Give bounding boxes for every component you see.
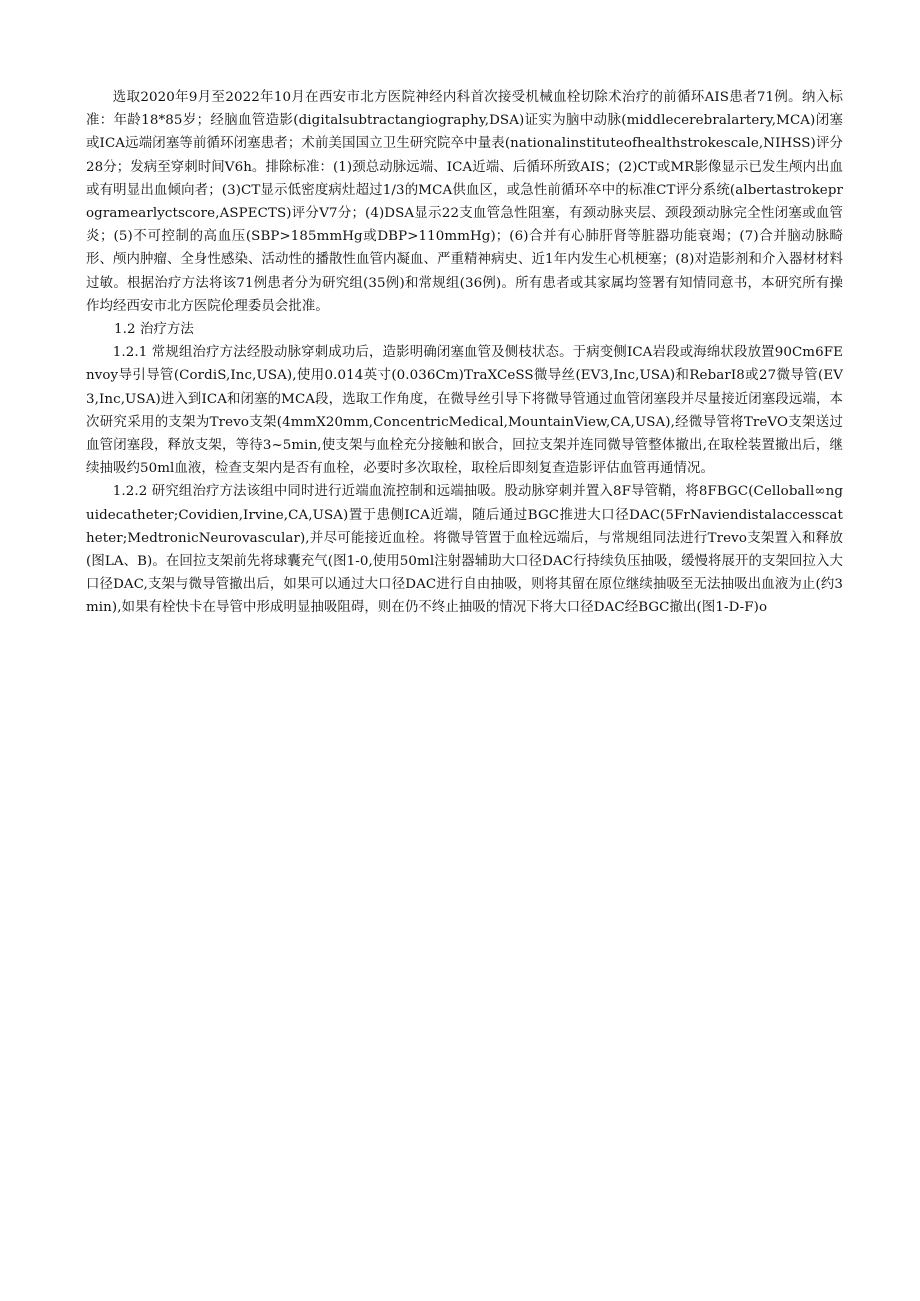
section-heading-treatment-methods: 1.2 治疗方法 [114,322,194,338]
inclusion-exclusion-paragraph: 选取2020年9月至2022年10月在西安市北方医院神经内科首次接受机械血栓切除术治疗的前循环AIS患者71例。纳入标准：年龄18*85岁；经脑血管造影(digitalsubtractangiography,DSA)证实为脑中动脉(middlecerebralartery,MCA)闭塞或ICA远端闭塞等前循环闭塞患者；术前美国国立卫生研究院卒中量表(nationalinstituteofhealthstrokescale,NIHSS)评分28分；发病至穿刺时间V6h。排除标准：(1)颈总动脉远端、ICA近端、后循环所致AIS；(2)CT或MR影像显示已发生颅内出血或有明显出血倾向者；(3)CT显示低密度病灶超过1/3的MCA供血区，或急性前循环卒中的标准CT评分系统(albertastrokeprogramearlyctscore,ASPECTS)评分V7分；(4)DSA显示22支血管急性阻塞，有颈动脉夹层、颈段颈动脉完全性闭塞或血管炎；(5)不可控制的高血压(SBP>185mmHg或DBP>110mmHg)；(6)合并有心肺肝肾等脏器功能衰竭；(7)合并脑动脉畸形、颅内肿瘤、全身性感染、活动性的播散性血管内凝血、严重精神病史、近1年内发生心机梗塞；(8)对造影剂和介入器材材料过敏。根据治疗方法将该71例患者分为研究组(35例)和常规组(36例)。所有患者或其家属均签署有知情同意书，本研究所有操作均经西安市北方医院伦理委员会批准。 [86,90,843,314]
subsection-1-2-2-paragraph: 1.2.2 研究组治疗方法该组中同时进行近端血流控制和远端抽吸。股动脉穿刺并置入8F导管鞘，将8FBGC(Celloball∞nguidecatheter;Covidien,Irvine,CA,USA)置于患侧ICA近端，随后通过BGC推进大口径DAC(5FrNaviendistalaccesscatheter;MedtronicNeurovascular),并尽可能接近血栓。将微导管置于血栓远端后，与常规组同法进行Trevo支架置入和释放(图LA、B)。在回拉支架前先将球囊充气(图1-0,使用50ml注射器辅助大口径DAC行持续负压抽吸，缓慢将展开的支架回拉入大口径DAC,支架与微导管撤出后，如果可以通过大口径DAC进行自由抽吸，则将其留在原位继续抽吸至无法抽吸出血液为止(约3min),如果有栓快卡在导管中形成明显抽吸阻碍，则在仍不终止抽吸的情况下将大口径DAC经BGC撤出(图1-D-F)o [86,484,843,616]
document-body [86,86,843,620]
subsection-1-2-1-paragraph: 1.2.1 常规组治疗方法经股动脉穿刺成功后，造影明确闭塞血管及侧枝状态。于病变侧ICA岩段或海绵状段放置90Cm6FEnvoy导引导管(CordiS,Inc,USA),使用0.014英寸(0.036Cm)TraXCeSS微导丝(EV3,Inc,USA)和RebarI8或27微导管(EV3,Inc,USA)进入到ICA和闭塞的MCA段，选取工作角度，在微导丝引导下将微导管通过血管闭塞段并尽量接近闭塞段远端，本次研究采用的支架为Trevo支架(4mmX20mm,ConcentricMedical,MountainView,CA,USA),经微导管将TreVO支架送过血管闭塞段，释放支架，等待3~5min,使支架与血栓充分接触和嵌合，回拉支架并连同微导管整体撤出,在取栓装置撤出后，继续抽吸约50ml血液，检查支架内是否有血栓，必要时多次取栓，取栓后即刻复查造影评估血管再通情况。 [86,345,843,477]
